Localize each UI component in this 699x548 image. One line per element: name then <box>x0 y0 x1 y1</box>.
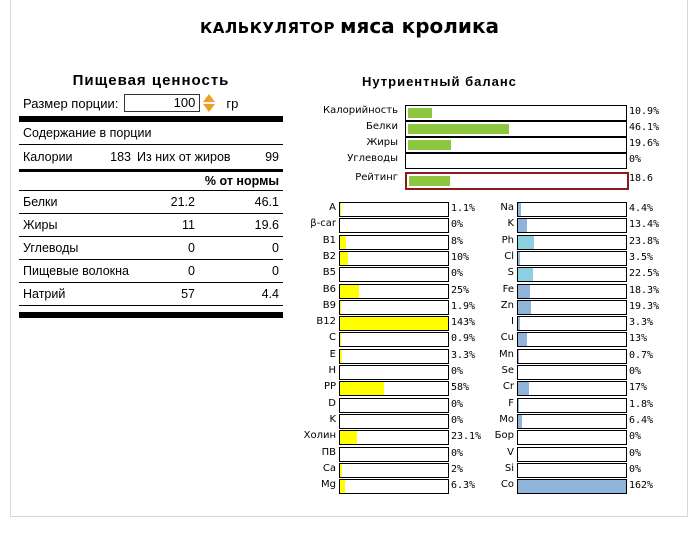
mineral-label: Zn <box>500 300 514 311</box>
mineral-label: Co <box>500 479 514 490</box>
vitamin-label: β-car <box>310 218 336 229</box>
norm-header-row <box>19 172 283 191</box>
mineral-label: I <box>511 316 514 327</box>
vitamin-value: 2% <box>451 464 464 475</box>
mineral-fill <box>518 203 521 216</box>
page-title <box>0 14 699 38</box>
mineral-fill <box>518 285 530 298</box>
vitamin-label: E <box>329 349 336 360</box>
fat-calories-value: 99 <box>265 150 279 164</box>
mineral-fill <box>518 399 519 412</box>
mineral-fill <box>518 333 527 346</box>
mineral-value: 3.5% <box>629 252 654 263</box>
calories-value: 183 <box>110 150 131 164</box>
mineral-value: 3.3% <box>629 317 654 328</box>
mineral-label: Cu <box>500 332 514 343</box>
macro-value: 19.6% <box>629 138 660 149</box>
vitamin-label: K <box>329 414 336 425</box>
title-main: мяса кролика <box>340 14 500 38</box>
vitamin-value: 0% <box>451 268 464 279</box>
macro-value: 46.1% <box>629 122 660 133</box>
vitamin-label: PP <box>323 381 336 392</box>
vitamin-label: Ca <box>322 463 336 474</box>
vitamin-label: A <box>329 202 336 213</box>
mineral-bar <box>517 430 627 445</box>
vitamin-value: 58% <box>451 382 470 393</box>
macro-fill <box>408 140 451 150</box>
vitamin-label: C <box>329 332 336 343</box>
mineral-fill <box>518 268 533 281</box>
rating-bar <box>405 172 629 190</box>
mineral-label: F <box>508 398 514 409</box>
mineral-bar <box>517 365 627 380</box>
mineral-bar <box>517 398 627 413</box>
macro-label: Жиры <box>366 137 398 148</box>
mineral-fill <box>518 382 529 395</box>
rating-label: Рейтинг <box>355 172 398 183</box>
mineral-label: Бор <box>494 430 514 441</box>
nutrient-label: Углеводы <box>23 241 79 255</box>
vitamin-fill <box>340 431 357 444</box>
nutrition-facts-panel <box>19 72 283 318</box>
fat-calories-label: Из них от жиров <box>137 150 231 164</box>
mineral-value: 1.8% <box>629 399 654 410</box>
nutrient-amount: 21.2 <box>170 195 195 209</box>
mineral-bar <box>517 479 627 494</box>
decrement-arrow-icon[interactable] <box>203 104 215 112</box>
mineral-bar <box>517 235 627 250</box>
macro-value: 10.9% <box>629 106 660 117</box>
mineral-label: K <box>507 218 514 229</box>
mineral-label: Si <box>504 463 514 474</box>
calories-label: Калории <box>23 150 73 164</box>
vitamin-value: 10% <box>451 252 470 263</box>
vitamin-value: 0% <box>451 219 464 230</box>
vitamin-fill <box>340 333 341 346</box>
rating-value: 18.6 <box>629 173 654 184</box>
mineral-bar <box>517 202 627 217</box>
macro-bar <box>405 121 627 137</box>
vitamin-fill <box>340 301 341 314</box>
nutrient-label: Пищевые волокна <box>23 264 129 278</box>
vitamin-label: B2 <box>322 251 336 262</box>
vitamin-value: 1.1% <box>451 203 476 214</box>
mineral-value: 19.3% <box>629 301 660 312</box>
mineral-value: 13.4% <box>629 219 660 230</box>
vitamin-fill <box>340 350 342 363</box>
vitamin-value: 0.9% <box>451 333 476 344</box>
mineral-value: 0% <box>629 448 642 459</box>
macro-label: Углеводы <box>347 153 398 164</box>
macro-fill <box>408 124 509 134</box>
macro-bar <box>405 137 627 153</box>
nutrient-percent: 46.1 <box>254 195 279 209</box>
portion-label: Размер порции: <box>23 95 119 111</box>
vitamin-label: Холин <box>303 430 336 441</box>
vitamin-value: 143% <box>451 317 476 328</box>
content-header <box>19 122 283 145</box>
vitamin-value: 0% <box>451 366 464 377</box>
mineral-value: 0% <box>629 464 642 475</box>
mineral-label: S <box>507 267 514 278</box>
vitamin-label: B1 <box>322 235 336 246</box>
mineral-value: 23.8% <box>629 236 660 247</box>
vitamin-fill <box>340 285 359 298</box>
vitamin-value: 0% <box>451 448 464 459</box>
vitamin-fill <box>340 464 342 477</box>
mineral-value: 6.4% <box>629 415 654 426</box>
macro-label: Калорийность <box>323 105 398 116</box>
mineral-bar <box>517 300 627 315</box>
mineral-label: V <box>507 447 514 458</box>
title-prefix: КАЛЬКУЛЯТОР <box>199 19 336 37</box>
mineral-value: 22.5% <box>629 268 660 279</box>
nutrient-percent: 19.6 <box>254 218 279 232</box>
vitamin-value: 0% <box>451 399 464 410</box>
mineral-fill <box>518 317 520 330</box>
mineral-label: Ph <box>501 235 514 246</box>
nutrient-amount: 57 <box>181 287 195 301</box>
mineral-bar <box>517 414 627 429</box>
mineral-value: 17% <box>629 382 648 393</box>
mineral-fill <box>518 236 534 249</box>
mineral-fill <box>518 480 626 493</box>
nutrient-label: Жиры <box>23 218 58 232</box>
nutrition-heading: Пищевая ценность <box>72 72 230 89</box>
vitamin-label: B6 <box>322 284 336 295</box>
portion-stepper[interactable] <box>202 94 216 112</box>
nutrient-label: Натрий <box>23 287 66 301</box>
rating-fill <box>409 176 450 186</box>
balance-heading: Нутриентный баланс <box>362 74 517 89</box>
mineral-value: 0% <box>629 431 642 442</box>
nutrient-label: Белки <box>23 195 58 209</box>
vitamin-label: B9 <box>322 300 336 311</box>
mineral-bar <box>517 218 627 233</box>
mineral-label: Mo <box>499 414 514 425</box>
macro-fill <box>408 108 432 118</box>
nutrient-amount: 0 <box>188 241 195 255</box>
vitamin-value: 8% <box>451 236 464 247</box>
calories-row <box>19 145 283 172</box>
mineral-bar <box>517 381 627 396</box>
vitamin-label: ПВ <box>321 447 336 458</box>
mineral-value: 4.4% <box>629 203 654 214</box>
vitamin-value: 3.3% <box>451 350 476 361</box>
nutrient-percent: 0 <box>272 264 279 278</box>
mineral-label: Fe <box>502 284 514 295</box>
mineral-label: Cl <box>504 251 514 262</box>
vitamin-fill <box>340 236 346 249</box>
vitamin-value: 23.1% <box>451 431 482 442</box>
nutrient-percent: 4.4 <box>261 287 279 301</box>
mineral-value: 13% <box>629 333 648 344</box>
increment-arrow-icon[interactable] <box>203 94 215 102</box>
mineral-bar <box>517 349 627 364</box>
vitamin-label: B5 <box>322 267 336 278</box>
mineral-value: 162% <box>629 480 654 491</box>
norm-header: % от нормы <box>204 174 279 188</box>
vitamin-label: Mg <box>321 479 336 490</box>
nutrient-percent: 0 <box>272 241 279 255</box>
portion-unit: гр <box>226 95 239 111</box>
mineral-label: Na <box>500 202 514 213</box>
vitamin-value: 25% <box>451 285 470 296</box>
mineral-label: Mn <box>499 349 514 360</box>
vitamin-fill <box>340 252 348 265</box>
mineral-fill <box>518 415 522 428</box>
mineral-value: 0.7% <box>629 350 654 361</box>
mineral-bar <box>517 316 627 331</box>
macro-label: Белки <box>366 121 398 132</box>
vitamin-fill <box>340 480 345 493</box>
mineral-bar <box>517 332 627 347</box>
vitamin-label: D <box>328 398 336 409</box>
mineral-bar <box>517 251 627 266</box>
mineral-label: Se <box>501 365 514 376</box>
vitamin-label: B12 <box>316 316 336 327</box>
vitamin-fill <box>340 382 384 395</box>
nutrient-amount: 11 <box>182 218 195 232</box>
mineral-value: 18.3% <box>629 285 660 296</box>
mineral-fill <box>518 301 531 314</box>
mineral-fill <box>518 252 520 265</box>
macro-value: 0% <box>629 154 642 165</box>
mineral-bar <box>517 463 627 478</box>
vitamin-fill <box>340 203 341 216</box>
vitamin-value: 0% <box>451 415 464 426</box>
mineral-value: 0% <box>629 366 642 377</box>
mineral-bar <box>517 447 627 462</box>
portion-row <box>19 92 283 114</box>
vitamin-value: 1.9% <box>451 301 476 312</box>
nutrient-amount: 0 <box>188 264 195 278</box>
macro-bar <box>405 105 627 121</box>
mineral-bar <box>517 284 627 299</box>
mineral-label: Cr <box>502 381 514 392</box>
mineral-bar <box>517 267 627 282</box>
vitamin-value: 6.3% <box>451 480 476 491</box>
portion-input[interactable]: 100 <box>124 94 200 112</box>
macro-bar <box>405 153 627 169</box>
content-label: Содержание в порции <box>23 126 152 140</box>
vitamin-label: H <box>328 365 336 376</box>
mineral-fill <box>518 219 527 232</box>
